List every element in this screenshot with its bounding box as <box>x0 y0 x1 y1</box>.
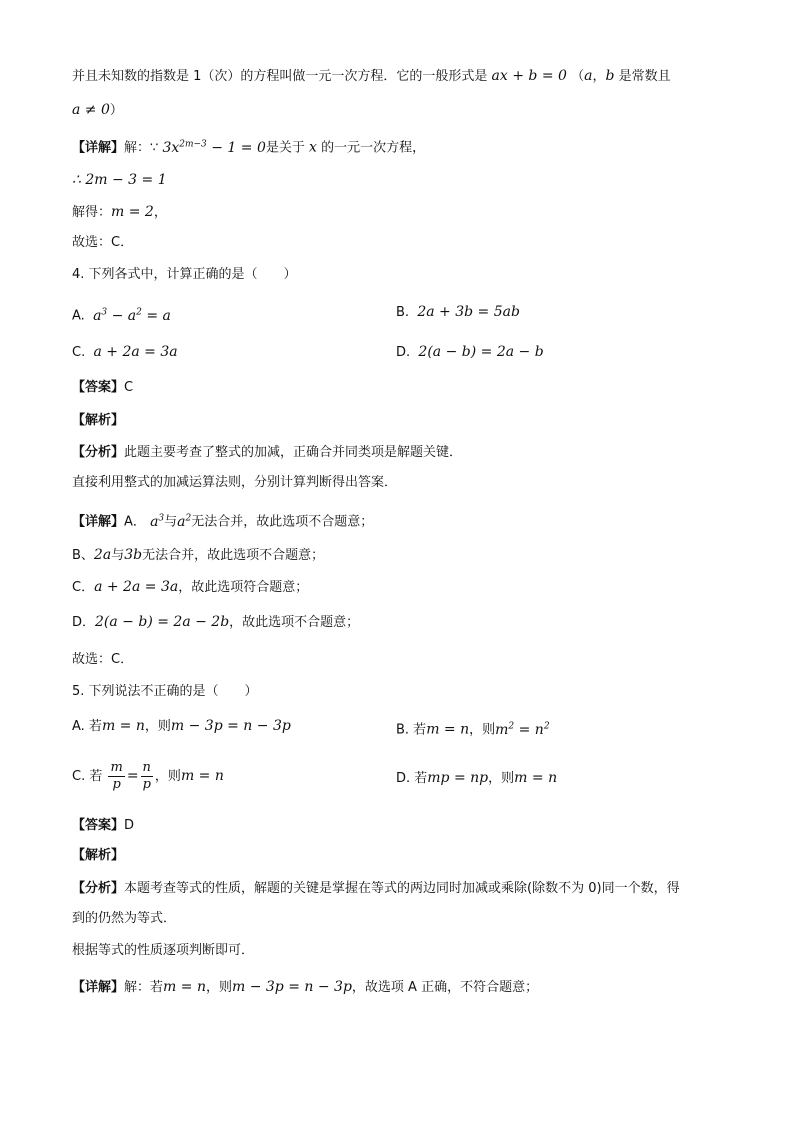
q5-analysis-cont: 到的仍然为等式． <box>72 911 177 926</box>
q4-detail-a: 【详解】A． $a^3$与$a^2$无法合并，故此选项不合题意； <box>72 513 374 530</box>
q5-analysis: 【分析】本题考查等式的性质，解题的关键是掌握在等式的两边同时加减或乘除(除数不为 0)同一个数，得 <box>72 881 680 896</box>
solve-line: 解得：m = 2， <box>72 204 167 220</box>
q5-option-a: A. 若m = n，则m − 3p = n − 3p <box>72 718 291 734</box>
q5-analysis-label: 【解析】 <box>72 848 125 863</box>
therefore-line: ∴ 2m − 3 = 1 <box>72 172 167 188</box>
definition-line-cont: a ≠ 0） <box>72 102 123 118</box>
q5-stem: 5. 下列说法不正确的是（ ） <box>72 684 258 699</box>
q5-detail: 【详解】解：若m = n，则m − 3p = n − 3p，故选项 A 正确，不符合题意； <box>72 979 539 995</box>
q4-choose: 故选：C． <box>72 652 134 667</box>
q5-answer: 【答案】D <box>72 818 135 833</box>
q5-analysis-2: 根据等式的性质逐项判断即可． <box>72 943 255 958</box>
q5-option-d: D. 若mp = np，则m = n <box>396 770 558 786</box>
q4-detail-b: B、2a与3b无法合并，故此选项不合题意； <box>72 547 325 563</box>
q4-stem: 4. 下列各式中，计算正确的是（ ） <box>72 267 297 282</box>
q4-detail-c: C．a + 2a = 3a，故此选项符合题意； <box>72 579 309 595</box>
q5-option-b: B. 若m = n，则$m^2 = n^2$ <box>396 721 550 738</box>
q5-option-c: C. 若 $\frac{m}{p}$ = $\frac{n}{p}$ ，则m = n <box>72 760 224 792</box>
q4-detail-d: D．2(a − b) = 2a − 2b，故此选项不合题意； <box>72 614 360 630</box>
q4-option-a: A. $a^3 - a^2 = a$ <box>72 307 171 324</box>
choose-line: 故选：C． <box>72 235 134 250</box>
fraction-n-over-p: $\frac{n}{p}$ <box>142 760 151 792</box>
q4-analysis-label: 【解析】 <box>72 413 125 428</box>
q4-analysis: 【分析】此题主要考查了整式的加减，正确合并同类项是解题关键． <box>72 445 463 460</box>
equation: $3x^{2m-3} - 1 = 0$ <box>162 139 266 156</box>
definition-line: 并且未知数的指数是 1（次）的方程叫做一元一次方程．它的一般形式是 ax + b = 0 （a，b 是常数且 <box>72 68 671 84</box>
q4-answer: 【答案】C <box>72 380 134 395</box>
q4-option-d: D. 2(a − b) = 2a − b <box>396 344 544 360</box>
q4-analysis-2: 直接利用整式的加减运算法则，分别计算判断得出答案． <box>72 475 398 490</box>
q4-option-c: C. a + 2a = 3a <box>72 344 178 360</box>
detail-line: 【详解】解：∵ $3x^{2m-3} - 1 = 0$是关于 x 的一元一次方程， <box>72 139 426 156</box>
fraction-m-over-p: $\frac{m}{p}$ <box>110 760 123 792</box>
q4-option-b: B. 2a + 3b = 5ab <box>396 304 520 320</box>
